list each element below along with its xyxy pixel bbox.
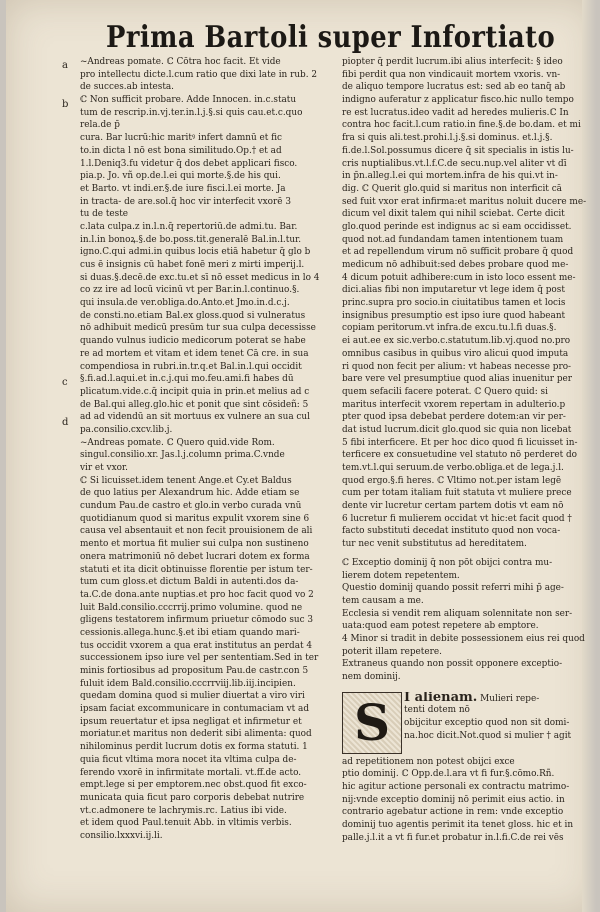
text-line: cura. Bar lucrū:hic maritꝰ infert damnū et fic bbox=[80, 133, 283, 144]
text-line: statuti et ita dicit obtinuisse florentie per istum ter- bbox=[80, 564, 313, 575]
text-line: fuluit idem Bald.consilio.cccrrviij.lib.iij.incipien. bbox=[80, 678, 296, 689]
text-line: maritus interfecit vxorem repertam in adulterio.p bbox=[342, 399, 566, 410]
text-line: ptio dominij. ℂ Opp.de.l.ara vt fi fur.§.cōmo.Rñ. bbox=[342, 769, 555, 780]
text-line: na.hoc dicit.Not.quod si mulier † agit bbox=[404, 730, 572, 741]
text-line: 6 lucretur fi mulierem occidat vt hic:et facit quod † bbox=[342, 513, 572, 524]
text-line: omnibus casibus in quibus viro alicui quod imputa bbox=[342, 348, 569, 359]
text-line: 1.l.Deniq3.fu videtur q̄ dos debet applicari fisco. bbox=[80, 158, 298, 169]
text-line: nihilominus perdit lucrum dotis ex forma statuti. 1 bbox=[80, 742, 308, 753]
text-line: to.in dicta l nō est bona similitudo.Op.† et ad bbox=[80, 145, 282, 156]
text-line: re ad mortem et vitam et idem tenet Cā cre. in sua bbox=[80, 348, 309, 359]
text-line: plicatum.vide.c.q̄ incipit quia in prin.et melius ad c bbox=[80, 386, 310, 397]
text-line: indigno auferatur z applicatur fisco.hic nullo tempo bbox=[342, 95, 574, 106]
text-line: obijcitur exceptio quod non sit domi- bbox=[404, 718, 570, 729]
text-line: compendiosa in rubri.in.tr.q.et Bal.in.l.qui occidit bbox=[80, 361, 302, 372]
right-column bbox=[342, 56, 588, 845]
text-line: dig. ℂ Querit glo.quid si maritus non interficit cā bbox=[342, 183, 562, 194]
text-line: de aliquo tempore lucratus est: sed ab eo tanq̄ ab bbox=[342, 82, 566, 93]
book-page bbox=[6, 0, 596, 912]
text-line: tu de teste bbox=[80, 209, 129, 220]
text-line: ta.C.de dona.ante nuptias.et pro hoc facit quod vo 2 bbox=[80, 589, 314, 600]
right-column-commentary bbox=[342, 56, 588, 551]
text-line: luit Bald.consilio.cccrrij.primo volumine. quod ne bbox=[80, 602, 303, 613]
text-line: quedam domina quod si mulier diuertat a viro viri bbox=[80, 691, 305, 702]
text-line: §.fi.ad.l.aqui.et in.c.j.qui mo.feu.ami.fi habes dū bbox=[80, 374, 294, 385]
text-line: consilio.lxxxvi.ij.li. bbox=[80, 830, 163, 841]
text-line: ℂ Si licuisset.idem tenent Ange.et Cy.et Baldus bbox=[80, 475, 292, 486]
text-line: Extraneus quando non possit opponere exceptio- bbox=[342, 659, 563, 670]
text-line: et ad repellendum virum nō sufficit probare q̄ quod bbox=[342, 247, 574, 258]
text-line: bare vere vel presumptiue quod alias inuenitur per bbox=[342, 374, 573, 385]
margin-letter-a: a bbox=[62, 60, 68, 71]
text-line: tur nec venit substitutus ad hereditatem. bbox=[342, 539, 527, 550]
text-line: et Barto. vt indi.er.§.de iure fisci.l.ei morte. Ja bbox=[80, 183, 286, 194]
margin-letter-d: d bbox=[62, 417, 69, 428]
text-line: de Bal.qui alleg.glo.hic et ponit que sint cōsideñ: 5 bbox=[80, 399, 309, 410]
text-line: singul.consilio.xr. Jas.l.j.column prima.C.vnde bbox=[80, 450, 285, 461]
initial-text bbox=[404, 692, 588, 743]
running-head: Prima Bartoli super Infortiato bbox=[106, 20, 556, 55]
right-column-summaries bbox=[342, 557, 588, 684]
text-line: qui insula.de ver.obliga.do.Anto.et Jmo.in.d.c.j. bbox=[80, 298, 290, 309]
text-line: medicum nō adhibuit:sed debes probare quod me- bbox=[342, 260, 569, 270]
text-line: 4 Minor si tradit in debite possessionem eius rei quod bbox=[342, 633, 585, 644]
left-column bbox=[80, 56, 326, 843]
text-line: de consti.no.etiam Bal.ex gloss.quod si vulneratus bbox=[80, 310, 306, 321]
text-line: nō adhibuit medicū presūm tur sua culpa decessisse bbox=[80, 323, 316, 334]
text-line: ipsam faciat excommunicare in contumaciam vt ad bbox=[80, 704, 310, 715]
text-line: tenti dotem nō bbox=[404, 705, 470, 716]
text-line: igno.C.qui admi.in quibus locis etiā habetur q̄ glo b bbox=[80, 247, 311, 258]
text-line: sed fuit vxor erat infirma:et maritus noluit ducere me- bbox=[342, 196, 587, 207]
text-line: pter quod ipsa debebat perdere dotem:an vir per- bbox=[342, 412, 566, 423]
text-line: dat istud lucrum.dicit glo.quod sic quia non licebat bbox=[342, 424, 572, 435]
rubric: I alienam. bbox=[404, 691, 478, 705]
text-line: cundum Pau.de castro et glo.in verbo curada vnū bbox=[80, 501, 302, 512]
text-line: hic agitur actione personali ex contractu matrimo- bbox=[342, 782, 570, 793]
text-line: si duas.§.decē.de exc.tu.et sī nō esset medicus in lo 4 bbox=[80, 272, 320, 283]
text-line: quem sefacili facere poterat. ℂ Quero quid: si bbox=[342, 386, 548, 397]
text-line: de quo latius per Alexandrum hic. Adde etiam se bbox=[80, 488, 300, 499]
text-line: tum de rescrip.in.vj.ter.in.l.j.§.si quis cau.et.c.quo bbox=[80, 107, 303, 118]
decorated-initial bbox=[342, 692, 402, 754]
text-line: dominij tuo agentis perimit ita tenet gloss. hic et in bbox=[342, 820, 574, 831]
text-line: palle.j.l.it a vt fi fur.et probatur in.l.fi.C.de rei vēs bbox=[342, 832, 564, 843]
text-line: ℂ Non sufficit probare. Adde Innocen. in.c.statu bbox=[80, 95, 297, 106]
text-line: successionem ipso iure vel per sententiam.Sed in ter bbox=[80, 653, 319, 664]
text-line: nem dominij. bbox=[342, 672, 401, 682]
text-line: cum per totam italiam fuit statuta vt muliere prece bbox=[342, 488, 572, 499]
text-line: cris nuptialibus.vt.l.f.C.de secu.nup.vel aliter vt dī bbox=[342, 158, 567, 169]
text-line: gligens testatorem infirmum priuetur cōmodo suc 3 bbox=[80, 615, 314, 626]
text-line: in p̄n.alleg.l.ei qui mortem.infra de his qui.vt in- bbox=[342, 171, 558, 182]
text-line: copiam peritorum.vt infra.de excu.tu.l.fi duas.§. bbox=[342, 323, 557, 334]
text-line: dente vir lucretur certam partem dotis vt eam nō bbox=[342, 501, 564, 512]
text-line: de succes.ab intesta. bbox=[80, 82, 174, 93]
text-line: in.l.in bonoꝝ.§.de bo.poss.tit.generalē Bal.in.l.tur. bbox=[80, 234, 302, 245]
text-line: terficere ex consuetudine vel statuto nō perderet do bbox=[342, 450, 577, 461]
text-line: pa.consilio.cxcv.lib.j. bbox=[80, 424, 173, 435]
text-line: pro intellectu dicte.l.cum ratio que dixi late in rub. 2 bbox=[80, 69, 318, 80]
text-line: fibi perdit qua non vindicauit mortem vxoris. vn- bbox=[342, 69, 561, 80]
text-line: nij:vnde exceptio dominij nō perimit eius actio. in bbox=[342, 794, 565, 805]
text-line: princ.supra pro socio.in ciuitatibus tamen et locis bbox=[342, 298, 566, 309]
text-line: insignibus presumptio est ipso iure quod habeant bbox=[342, 310, 566, 321]
text-line: contrario agebatur actione in rem: vnde exceptio bbox=[342, 807, 564, 818]
text-line: ferendo vxorē in infirmitate mortali. vt.ff.de acto. bbox=[80, 767, 302, 778]
text-line: ~Andreas pomate. ℂ Cōtra hoc facit. Et vide bbox=[80, 57, 281, 67]
text-line: vir et vxor. bbox=[80, 463, 129, 473]
text-line: uata:quod eam potest repetere ab emptore. bbox=[342, 621, 539, 632]
text-line: mento et mortua fit mulier sui culpa non sustineno bbox=[80, 539, 309, 550]
text-line: et idem quod Paul.tenuit Abb. in vltimis verbis. bbox=[80, 818, 292, 829]
initial-letter: S bbox=[353, 692, 391, 752]
text-line: dicum vel dixit talem qui nihil sciebat. Certe dicit bbox=[342, 209, 565, 220]
text-line: empt.lege si per emptorem.nec obst.quod fit exco- bbox=[80, 780, 307, 791]
text-line: pia.p. Jo. vñ op.de.l.ei qui morte.§.de his qui. bbox=[80, 171, 281, 182]
text-line: c.lata culpa.z in.l.n.q̄ repertoriū.de admi.tu. Bar. bbox=[80, 221, 298, 232]
text-line: co zz ire ad locū vicinū vt per Bar.in.l.continuo.§. bbox=[80, 285, 300, 296]
text-line: facto substituti decedat instituto quod non voca- bbox=[342, 526, 561, 537]
text-line: vt.c.admonere te lachrymis.rc. Latius ibi vide. bbox=[80, 805, 287, 816]
text-line: Mulieri repe- bbox=[480, 693, 540, 704]
text-line: ~Andreas pomate. ℂ Quero quid.vide Rom. bbox=[80, 437, 275, 448]
text-line: in tracta- de are.sol.q̄ hoc vir interfecit vxorē 3 bbox=[80, 196, 291, 207]
text-line: glo.quod perinde est indignus ac si eam occidisset. bbox=[342, 221, 572, 232]
text-line: cessionis.allega.hunc.§.et ibi etiam quando mari- bbox=[80, 627, 300, 638]
text-line: lierem dotem repetentem. bbox=[342, 570, 460, 581]
text-line: municata quia ficut paro corporis debebat nutrire bbox=[80, 792, 305, 803]
text-line: dici.alias fibi non imputaretur vt lege idem q̄ post bbox=[342, 285, 565, 296]
text-line: rela.de p̄ bbox=[80, 120, 120, 131]
text-line: cus ē insignis cū habet fonē meri z mirti imperij.l. bbox=[80, 260, 305, 270]
margin-letter-c: c bbox=[62, 377, 68, 388]
text-line: 5 fibi interficere. Et per hoc dico quod fi licuisset in- bbox=[342, 437, 578, 448]
text-line: moriatur.et maritus non dederit sibi alimenta: quod bbox=[80, 729, 312, 740]
text-line: ad repetitionem non potest obijci exce bbox=[342, 756, 515, 767]
text-line: Questio dominij quando possit referri mihi p̄ age- bbox=[342, 583, 564, 594]
text-line: 4 dicum potuit adhibere:cum in isto loco essent me- bbox=[342, 272, 576, 283]
text-line: quando vulnus iudicio medicorum poterat se habe bbox=[80, 336, 306, 347]
text-line: piopter q̄ perdit lucrum.ibi alius interfecit: § ideo bbox=[342, 57, 563, 67]
text-line: fi.de.l.Sol.possumus dicere q̄ sit specialis in istis lu- bbox=[342, 145, 574, 156]
text-line: poterit illam repetere. bbox=[342, 646, 442, 657]
text-line: quia ficut vltima mora nocet ita vltima culpa de- bbox=[80, 754, 297, 765]
right-column-lex-text bbox=[342, 756, 588, 845]
text-line: onera matrimoniū nō debet lucrari dotem ex forma bbox=[80, 551, 310, 562]
text-line: re est lucratus.ideo vadit ad heredes mulieris.ℂ In bbox=[342, 107, 569, 118]
text-line: quotidianum quod si maritus expulit vxorem sine 6 bbox=[80, 513, 310, 524]
text-line: tem.vt.l.qui seruum.de verbo.obliga.et de lega.j.l. bbox=[342, 463, 564, 473]
initial-section bbox=[342, 692, 588, 756]
text-line: tem causam a me. bbox=[342, 595, 424, 606]
text-line: ipsum reuertatur et ipsa negligat et infirmetur et bbox=[80, 716, 302, 727]
text-line: fra si quis ali.test.prohi.l.j.§.si dominus. et.l.j.§. bbox=[342, 133, 553, 144]
text-line: causa vel absentauit et non fecit prouisionem de ali bbox=[80, 526, 313, 537]
text-line: quod ergo.§.fi heres. ℂ Vltimo not.per istam legē bbox=[342, 475, 562, 486]
text-line: Ecclesia si vendit rem aliquam solennitate non ser- bbox=[342, 608, 573, 619]
text-line: ei aut.ee ex sic.verbo.c.statutum.lib.vj.quod no.pro bbox=[342, 336, 571, 347]
text-line: tus occidit vxorem a qua erat institutus an perdat 4 bbox=[80, 640, 313, 651]
text-line: ad ad videndū an sit mortuus ex vulnere an sua cul bbox=[80, 412, 310, 423]
text-line: tum cum gloss.et dictum Baldi in autenti.dos da- bbox=[80, 577, 299, 588]
text-line: ri quod non fecit per alium: vt habeas necesse pro- bbox=[342, 361, 572, 372]
text-line: contra hoc facit.l.cum ratio.in fine.§.de bo.dam. et mi bbox=[342, 120, 581, 131]
margin-letter-b: b bbox=[62, 99, 69, 110]
text-line: ℂ Exceptio dominij q̄ non pōt obijci contra mu- bbox=[342, 557, 553, 568]
text-line: quod not.ad fundandam tamen intentionem tuam bbox=[342, 234, 564, 245]
text-line: minis fortiosibus ad propositum Pau.de castr.con 5 bbox=[80, 666, 309, 676]
